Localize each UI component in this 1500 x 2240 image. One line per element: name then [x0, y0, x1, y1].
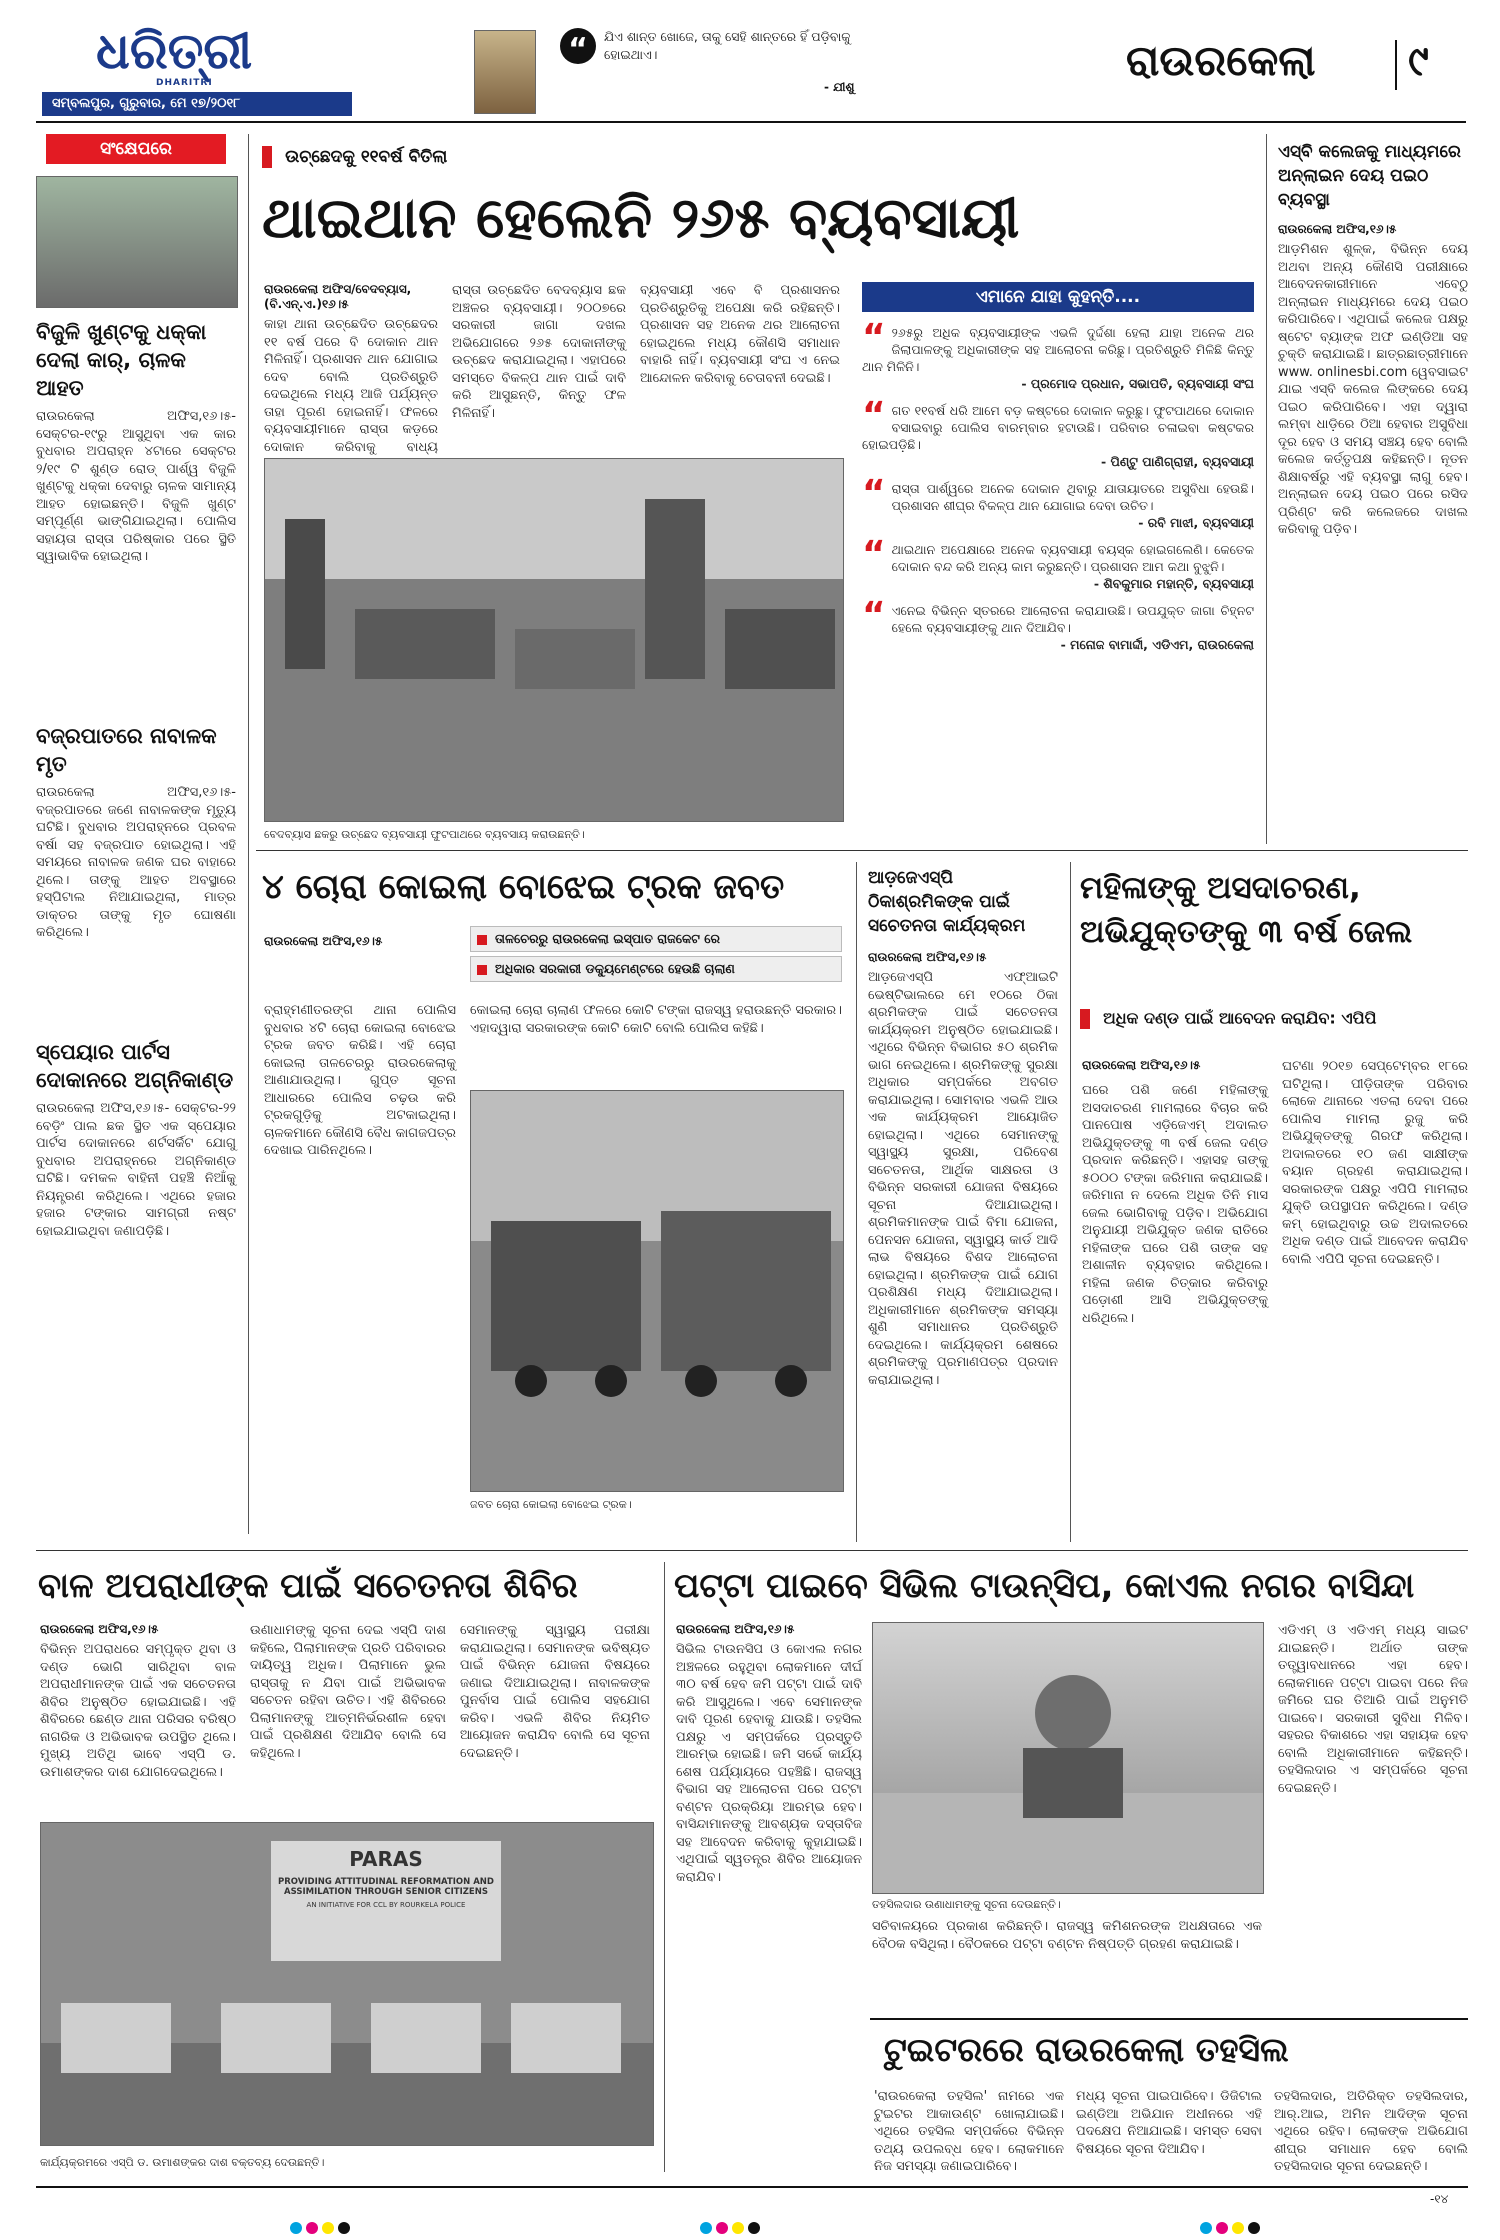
- lead-kicker: ଉଚ୍ଛେଦକୁ ୧୧ବର୍ଷ ବିତିଲା: [285, 147, 448, 167]
- juvenile-col-2: ଉଣାଧାମଙ୍କୁ ସୂଚନା ଦେଇ ଏସ୍‌ପି ଦାଶ କହିଲେ, ପିଲାମାନଙ୍କ ପ୍ରତି ପରିବାରର ଦାୟିତ୍ୱ ଅଧିକ। ପିଲାମାନେ ଭୁଲ ରାସ୍ତାକୁ ନ ଯିବା ପାଇଁ ଅଭିଭାବକ ସଚେତନ ରହିବା ଉଚିତ। ଏହି ଶିବିରରେ ପିଲାମାନଙ୍କୁ ଆତ୍ମନିର୍ଭରଶୀଳ ହେବା ପାଇଁ ପ୍ରଶିକ୍ଷଣ ଦିଆଯିବ ବୋଲି ସେ କହିଥିଲେ।: [250, 1623, 451, 1761]
- wheel: [775, 1365, 807, 1397]
- bullet-marker: [477, 965, 487, 975]
- paras-banner-title: PARAS: [349, 1847, 423, 1871]
- coal-bullet-2: [470, 956, 842, 982]
- lead-photo-caption: ବେଦବ୍ୟାସ ଛକରୁ ଉଚ୍ଛେଦ ବ୍ୟବସାୟୀ ଫୁଟପାଥରେ ବ୍ୟବସାୟ କରାଉଛନ୍ତି।: [264, 828, 585, 841]
- awareness-headline: ଆଡ଼ଜେଏସ୍‌ପି ଠିକାଶ୍ରମିକଙ୍କ ପାଇଁ ସଚେତନତା କାର୍ଯ୍ୟକ୍ରମ: [868, 868, 1026, 936]
- quote-3-icon: “: [862, 473, 886, 514]
- masthead-divider: [1395, 40, 1397, 90]
- footer-rule: [36, 2186, 1468, 2188]
- juvenile-byline: ରାଉରକେଲା ଅଫିସ,୧୬।୫: [40, 1622, 159, 1636]
- court-col-2: ଘଟଣା ୨୦୧୭ ସେପ୍ଟେମ୍ବର ୧୮ରେ ଘଟିଥିଲା। ପୀଡ଼ିତାଙ୍କ ପରିବାର ଲୋକେ ଥାନାରେ ଏତଲା ଦେବା ପରେ ପୋଲିସ ମାମଲା ରୁଜୁ କରି ଅଭିଯୁକ୍ତଙ୍କୁ ଗିରଫ କରିଥିଲା। ଅଦାଲତରେ ୧୦ ଜଣ ସାକ୍ଷୀଙ୍କ ବୟାନ ଗ୍ରହଣ କରାଯାଇଥିଲା। ସରକାରଙ୍କ ପକ୍ଷରୁ ଏପିପି ମାମଲାର ଯୁକ୍ତି ଉପସ୍ଥାପନ କରିଥିଲେ। ଦଣ୍ଡ କମ୍ ହୋଇଥିବାରୁ ଉଚ୍ଚ ଅଦାଲତରେ ଅଧିକ ଦଣ୍ଡ ପାଇଁ ଆବେଦନ କରାଯିବ ବୋଲି ଏପିପି ସୂଚନା ଦେଇଛନ୍ତି।: [1282, 1059, 1473, 1267]
- subhead-marker: [1080, 1009, 1090, 1029]
- brief-2-body: ରାଉରକେଲା ଅଫିସ,୧୬।୫- ବଜ୍ରପାତରେ ଜଣେ ନାବାଳକଙ୍କ ମୃତ୍ୟୁ ଘଟିଛି। ବୁଧବାର ଅପରାହ୍ନରେ ପ୍ରବଳ ବର୍ଷା ସହ ବଜ୍ରପାତ ହୋଇଥିଲା। ଏହି ସମୟରେ ନାବାଳକ ଜଣକ ଘର ବାହାରେ ଥିଲେ। ତାଙ୍କୁ ଆହତ ଅବସ୍ଥାରେ ହସ୍ପିଟାଲ ନିଆଯାଇଥିଲା, ମାତ୍ର ଡାକ୍ତର ତାଙ୍କୁ ମୃତ ଘୋଷଣା କରିଥିଲେ।: [36, 785, 241, 940]
- quote-1-sig: - ପ୍ରମୋଦ ପ୍ରଧାନ, ସଭାପତି, ବ୍ୟବସାୟୀ ସଂଘ: [1021, 376, 1254, 391]
- brief-3-body: ରାଉରକେଲା ଅଫିସ,୧୬।୫- ସେକ୍ଟର-୨୨ ବେଡ଼ିଂ ପାଲ ଛକ ସ୍ଥିତ ଏକ ସ୍ପେୟାର ପାର୍ଟସ ଦୋକାନରେ ଶର୍ଟସର୍କିଟ ଯୋଗୁ ବୁଧବାର ଅପରାହ୍ନରେ ଅଗ୍ନିକାଣ୍ଡ ଘଟିଛି। ଦମକଳ ବାହିନୀ ପହଞ୍ଚି ନିଆଁକୁ ନିୟନ୍ତ୍ରଣ କରିଥିଲେ। ଏଥିରେ ହଜାର ହଜାର ଟଙ୍କାର ସାମଗ୍ରୀ ନଷ୍ଟ ହୋଇଯାଇଥିବା ଜଣାପଡ଼ିଛି।: [36, 1101, 241, 1239]
- black-dot: [338, 2222, 350, 2234]
- trucks-scene: [471, 1091, 843, 1491]
- online-byline: ରାଉରକେଲା ଅଫିସ,୧୬।୫: [1278, 222, 1397, 236]
- quote-2-icon: “: [862, 395, 886, 436]
- brief-column: [36, 134, 241, 1544]
- color-registration-1: [290, 2222, 350, 2234]
- online-headline: ଏସ୍‌ବି କଲେଜକୁ ମାଧ୍ୟମରେ ଅନ୍‌ଲାଇନ ଦେୟ ପଇଠ ବ୍ୟବସ୍ଥା: [1278, 142, 1461, 210]
- audience-scene: [41, 1823, 653, 2145]
- color-registration-3: [1200, 2222, 1260, 2234]
- quote-3-sig: - ରବି ମାଝୀ, ବ୍ୟବସାୟୀ: [1138, 515, 1254, 530]
- cyan-dot: [290, 2222, 302, 2234]
- quote-5: [862, 595, 1254, 653]
- quote-4-icon: “: [862, 534, 886, 575]
- coal-headline: ୪ ଚୋରା କୋଇଲା ବୋଝେଇ ଟ୍ରକ ଜବତ: [262, 867, 785, 907]
- brief-2-title: ବଜ୍ରପାତରେ ନାବାଳକ ମୃତ: [36, 724, 217, 776]
- lead-kicker-row: [262, 146, 862, 170]
- coal-bullet-2-text: ଅଧିକାର ସରକାରୀ ଡକ୍ୟୁମେଣ୍ଟରେ ହେଉଛି ଚାଲାଣ: [495, 961, 735, 976]
- coal-photo-caption: ଜବତ ଚୋରା କୋଇଲା ବୋଝେଇ ଟ୍ରକ।: [470, 1498, 632, 1511]
- brief-3-title: ସ୍ପେୟାର ପାର୍ଟସ ଦୋକାନରେ ଅଗ୍ନିକାଣ୍ଡ: [36, 1040, 234, 1092]
- yellow-dot: [732, 2222, 744, 2234]
- quote-5-text: ଏନେଇ ବିଭିନ୍ନ ସ୍ତରରେ ଆଲୋଚନା କରାଯାଉଛି। ଉପଯୁକ୍ତ ଜାଗା ଚିହ୍ନଟ ହେଲେ ବ୍ୟବସାୟୀଙ୍କୁ ଥାନ ଦିଆଯିବ।: [891, 603, 1254, 635]
- magenta-dot: [716, 2222, 728, 2234]
- edition-date: ସମ୍ବଲପୁର, ଗୁରୁବାର, ମେ ୧୭/୨୦୧୮: [52, 96, 241, 111]
- online-body: ଆଡ଼ମିଶନ ଶୁଳ୍କ, ବିଭିନ୍ନ ଦେୟ ଅଥବା ଅନ୍ୟ କୌଣସି ପରୀକ୍ଷାରେ ଆବେଦନକାରୀମାନେ ଏବେଠୁ ଅନ୍‌ଲାଇନ ମାଧ୍ୟମରେ ଦେୟ ପଇଠ କରିପାରିବେ। ଏଥିପାଇଁ କଲେଜ ପକ୍ଷରୁ ଷ୍ଟେଟ ବ୍ୟାଙ୍କ ଅଫ ଇଣ୍ଡିଆ ସହ ଚୁକ୍ତି କରାଯାଇଛି। ଛାତ୍ରଛାତ୍ରୀମାନେ www. onlinesbi.com ୱେବସାଇଟ ଯାଇ ଏସ୍‌ବି କଲେଜ ଲିଙ୍କରେ ଦେୟ ପଇଠ କରିପାରିବେ। ଏହା ଦ୍ୱାରା ଲମ୍ବା ଧାଡ଼ିରେ ଠିଆ ହେବାର ଅସୁବିଧା ଦୂର ହେବ ଓ ସମୟ ସଞ୍ଚୟ ହେବ ବୋଲି କଲେଜ କର୍ତ୍ତୃପକ୍ଷ କହିଛନ୍ତି। ନୂତନ ଶିକ୍ଷାବର୍ଷରୁ ଏହି ବ୍ୟବସ୍ଥା ଲାଗୁ ହେବ। ଅନ୍‌ଲାଇନ ଦେୟ ପଇଠ ପରେ ରସିଦ ପ୍ରିଣ୍ଟ କରି କଲେଜରେ ଦାଖଲ କରିବାକୁ ପଡ଼ିବ।: [1278, 242, 1473, 537]
- coal-bullet-1: [470, 926, 842, 952]
- juvenile-col-3: ସେମାନଙ୍କୁ ସ୍ୱାସ୍ଥ୍ୟ ପରୀକ୍ଷା କରାଯାଇଥିଲା। ସେମାନଙ୍କ ଭବିଷ୍ୟତ ପାଇଁ ବିଭିନ୍ନ ଯୋଜନା ବିଷୟରେ ଜଣାଇ ଦିଆଯାଇଥିଲା। ନାବାଳକଙ୍କ ପୁନର୍ବାସ ପାଇଁ ପୋଲିସ ସହଯୋଗ କରିବ। ଏଭଳି ଶିବିର ନିୟମିତ ଆୟୋଜନ କରାଯିବ ବୋଲି ସେ ସୂଚନା ଦେଇଛନ୍ତି।: [460, 1623, 655, 1761]
- table: [511, 2003, 621, 2073]
- quotes-box: [862, 282, 1254, 842]
- coal-col-1: ବ୍ରାହ୍ମଣୀତରଙ୍ଗ ଥାନା ପୋଲିସ ବୁଧବାର ୪ଟି ଚୋରା କୋଇଲା ବୋଝେଇ ଟ୍ରକ ଜବତ କରିଛି। ଏହି ଚୋରା କୋଇଲା ତାଳଚେରରୁ ରାଉରକେଲାକୁ ଆଣାଯାଉଥିଲା। ଗୁପ୍ତ ସୂଚନା ଆଧାରରେ ପୋଲିସ ଚଢ଼ଉ କରି ଟ୍ରକଗୁଡ଼ିକୁ ଅଟକାଇଥିଲା। ଚାଳକମାନେ କୌଣସି ବୈଧ କାଗଜପତ୍ର ଦେଖାଇ ପାରିନଥିଲେ।: [264, 1003, 461, 1158]
- logo-text: ଧରିତ୍ରୀ: [96, 22, 253, 80]
- coal-bullet-1-text: ତାଳଚେରରୁ ରାଉରକେଲା ଇସ୍ପାତ ରାଜକେଟ ରେ: [495, 931, 721, 946]
- brief-1-title: ବିଜୁଳି ଖୁଣ୍ଟକୁ ଧକ୍କା ଦେଲା କାର୍, ଚାଳକ ଆହତ: [36, 320, 207, 400]
- awareness-body: ଆଡ଼ଜେଏସ୍‌ପି ଏଫ୍‌ଆଇଟି ଭେଷ୍ଟିଭାଲରେ ମେ ୧୦ରେ ଠିକା ଶ୍ରମିକଙ୍କ ପାଇଁ ସଚେତନତା କାର୍ଯ୍ୟକ୍ରମ ଅନୁଷ୍ଠିତ ହୋଇଯାଇଛି। ଏଥିରେ ବିଭିନ୍ନ ବିଭାଗର ୫୦ ଶ୍ରମିକ ଭାଗ ନେଇଥିଲେ। ଶ୍ରମିକଙ୍କୁ ସୁରକ୍ଷା ଅଧିକାର ସମ୍ପର୍କରେ ଅବଗତ କରାଯାଇଥିଲା। ସୋମବାର ଏଭଳି ଆଉ ଏକ କାର୍ଯ୍ୟକ୍ରମ ଆୟୋଜିତ ହୋଇଥିଲା। ଏଥିରେ ସେମାନଙ୍କୁ ସ୍ୱାସ୍ଥ୍ୟ ସୁରକ୍ଷା, ପରିବେଶ ସଚେତନତା, ଆର୍ଥିକ ସାକ୍ଷରତା ଓ ବିଭିନ୍ନ ସରକାରୀ ଯୋଜନା ବିଷୟରେ ସୂଚନା ଦିଆଯାଇଥିଲା। ଶ୍ରମିକମାନଙ୍କ ପାଇଁ ବିମା ଯୋଜନା, ପେନସନ ଯୋଜନା, ସ୍ୱାସ୍ଥ୍ୟ କାର୍ଡ ଆଦି ଲାଭ ବିଷୟରେ ବିଶଦ ଆଲୋଚନା ହୋଇଥିଲା। ଶ୍ରମିକଙ୍କ ପାଇଁ ଯୋଗ ପ୍ରଶିକ୍ଷଣ ମଧ୍ୟ ଦିଆଯାଇଥିଲା। ଅଧିକାରୀମାନେ ଶ୍ରମିକଙ୍କ ସମସ୍ୟା ଶୁଣି ସମାଧାନର ପ୍ରତିଶ୍ରୁତି ଦେଇଥିଲେ। କାର୍ଯ୍ୟକ୍ରମ ଶେଷରେ ଶ୍ରମିକଙ୍କୁ ପ୍ରମାଣପତ୍ର ପ୍ରଦାନ କରାଯାଇଥିଲା।: [868, 970, 1063, 1388]
- township-photo-lead: ସଚିବାଳୟରେ ପ୍ରକାଶ କରିଛନ୍ତି। ରାଜସ୍ୱ କମିଶନରଙ୍କ ଅଧକ୍ଷତାରେ ଏକ ବୈଠକ ବସିଥିଲା। ବୈଠକରେ ପଟ୍ଟା ବଣ୍ଟନ ନିଷ୍ପତ୍ତି ଗ୍ରହଣ କରାଯାଇଛି।: [872, 1919, 1267, 1952]
- quote-1-text: ୨୬୫ରୁ ଅଧିକ ବ୍ୟବସାୟୀଙ୍କ ଏଭଳି ଦୁର୍ଦ୍ଦଶା ହେଲା ଯାହା ଅନେକ ଥର ଜିଲାପାଳଙ୍କୁ ଅଧିକାରୀଙ୍କ ସହ ଆଲୋଚନା କରିଛୁ। ପ୍ରତିଶ୍ରୁତି ମିଳିଛି କିନ୍ତୁ ଥାନ ମିଳିନି।: [862, 325, 1254, 374]
- stall: [355, 609, 495, 679]
- magenta-dot: [1216, 2222, 1228, 2234]
- coal-photo-lead: କୋଇଲା ଚୋରା ଚାଲାଣ ଫଳରେ କୋଟି ଟଙ୍କା ରାଜସ୍ୱ ହରାଉଛନ୍ତି ସରକାର। ଏହାଦ୍ୱାରା ସରକାରଙ୍କ କୋଟି କୋଟି ବୋଲି ପୋଲିସ କହିଛି।: [470, 1003, 847, 1036]
- township-col-1: [676, 1622, 867, 2171]
- right-column-divider: [1266, 134, 1267, 844]
- township-col-3: ଏଡିଏମ୍ ଓ ଏଡିଏମ୍ ମଧ୍ୟ ସାଇଟ ଯାଇଛନ୍ତି। ଅର୍ଥାତ ତାଙ୍କ ତତ୍ତ୍ୱାବଧାନରେ ଏହା ହେବ। ଲୋକମାନେ ପଟ୍ଟା ପାଇବା ପରେ ନିଜ ଜମିରେ ଘର ତିଆରି ପାଇଁ ଅନୁମତି ପାଇବେ। ସରକାରୀ ସୁବିଧା ମିଳିବ। ସହରର ବିକାଶରେ ଏହା ସହାୟକ ହେବ ବୋଲି ଅଧିକାରୀମାନେ କହିଛନ୍ତି। ତହସିଲଦାର ଏ ସମ୍ପର୍କରେ ସୂଚନା ଦେଇଛନ୍ତି।: [1278, 1623, 1473, 1796]
- section-rule-1: [256, 850, 1468, 851]
- coal-byline: ରାଉରକେଲା ଅଫିସ,୧୬।୫: [264, 934, 383, 948]
- juvenile-photo: [40, 1822, 654, 2146]
- office-scene: [873, 1623, 1263, 1893]
- sky: [265, 459, 843, 579]
- township-byline: ରାଉରକେଲା ଅଫିସ,୧୬।୫: [676, 1622, 795, 1636]
- quote-3: [862, 473, 1254, 531]
- juvenile-col-1-text: ବିଭିନ୍ନ ଅପରାଧରେ ସମ୍ପୃକ୍ତ ଥିବା ଓ ଦଣ୍ଡ ଭୋଗି ସାରିଥିବା ବାଳ ଅପରାଧୀମାନଙ୍କ ପାଇଁ ଏକ ସଚେତନତା ଶିବିର ଅନୁଷ୍ଠିତ ହୋଇଯାଇଛି। ଏହି ଶିବିରରେ ଛେଣ୍ଡ ଥାନା ପରିସର ବରିଷ୍ଠ ନାଗରିକ ଓ ଅଭିଭାବକ ଉପସ୍ଥିତ ଥିଲେ। ମୁଖ୍ୟ ଅତିଥି ଭାବେ ଏସ୍‌ପି ଡ. ଉମାଶଙ୍କର ଦାଶ ଯୋଗଦେଇଥିଲେ।: [40, 1642, 241, 1780]
- awareness-divider: [1070, 862, 1071, 1542]
- quote-4-sig: - ଶିବକୁମାର ମହାନ୍ତି, ବ୍ୟବସାୟୀ: [1093, 576, 1254, 591]
- online-fee-story: [1278, 140, 1473, 840]
- yellow-dot: [1232, 2222, 1244, 2234]
- awareness-story: [868, 866, 1063, 1542]
- quote-2: [862, 395, 1254, 470]
- twitter-col-2: ମଧ୍ୟ ସୂଚନା ପାଇପାରିବେ। ଡିଜିଟାଲ ଇଣ୍ଡିଆ ଅଭିଯାନ ଅଧୀନରେ ଏହି ପଦକ୍ଷେପ ନିଆଯାଇଛି। ସମସ୍ତ ସେବା ବିଷୟରେ ସୂଚନା ଦିଆଯିବ।: [1076, 2089, 1267, 2157]
- brief-divider: [248, 134, 249, 1534]
- coal-bullets: [470, 926, 842, 982]
- brief-label: ସଂକ୍ଷେପରେ: [46, 134, 226, 164]
- awareness-byline: ରାଉରକେଲା ଅଫିସ,୧୬।୫: [868, 950, 987, 964]
- tree: [285, 519, 325, 669]
- twitter-col-1: 'ରାଉରକେଲା ତହସିଲ' ନାମରେ ଏକ ଟୁଇଟର ଆକାଉଣ୍ଟ ଖୋଲାଯାଇଛି। ଏଥିରେ ତହସିଲ ସମ୍ପର୍କରେ ବିଭିନ୍ନ ତଥ୍ୟ ଉପଲବ୍ଧ ହେବ। ଲୋକମାନେ ନିଜ ସମସ୍ୟା ଜଣାଇପାରିବେ।: [874, 2089, 1069, 2174]
- person-head: [1035, 1675, 1111, 1751]
- court-col-1: ଘରେ ପଶି ଜଣେ ମହିଳାଙ୍କୁ ଅସଦାଚରଣ ମାମଲାରେ ବିଚାର କରି ପାନପୋଷ ଏଡ଼ିଜେଏମ୍ ଅଦାଲତ ଅଭିଯୁକ୍ତଙ୍କୁ ୩ ବର୍ଷ ଜେଲ ଦଣ୍ଡ ପ୍ରଦାନ କରିଛନ୍ତି। ଏହାସହ ତାଙ୍କୁ ୫୦୦୦ ଟଙ୍କା ଜରିମାନା କରାଯାଇଛି। ଜରିମାନା ନ ଦେଲେ ଅଧିକ ତିନି ମାସ ଜେଲ ଭୋଗିବାକୁ ପଡ଼ିବ। ଅଭିଯୋଗ ଅନୁଯାୟୀ ଅଭିଯୁକ୍ତ ଜଣକ ରାତିରେ ମହିଳାଙ୍କ ଘରେ ପଶି ତାଙ୍କ ସହ ଅଶାଳୀନ ବ୍ୟବହାର କରିଥିଲେ। ମହିଳା ଜଣକ ଚିତ୍କାର କରିବାରୁ ପଡ଼ୋଶୀ ଆସି ଅଭିଯୁକ୍ତଙ୍କୁ ଧରିଥିଲେ।: [1082, 1083, 1273, 1326]
- quote-4: [862, 534, 1254, 592]
- logo-latin: DHARITRI: [156, 78, 213, 88]
- paras-banner-line-3: AN INITIATIVE FOR CCL BY ROURKELA POLICE: [306, 1901, 466, 1909]
- quote-2-sig: - ପିଣ୍ଟୁ ପାଣିଗ୍ରାହୀ, ବ୍ୟବସାୟୀ: [1100, 454, 1254, 469]
- lead-headline: ଥାଇଥାନ ହେଲେନି ୨୬୫ ବ୍ୟବସାୟୀ: [262, 186, 1020, 251]
- paras-banner-line-1: PROVIDING ATTITUDINAL REFORMATION AND: [278, 1877, 494, 1887]
- brief-1-body: ରାଉରକେଲା ଅଫିସ,୧୬।୫- ସେକ୍ଟର-୧୯ରୁ ଆସୁଥିବା ଏକ କାର ବୁଧବାର ଅପରାହ୍ନ ୪ଟାରେ ସେକ୍ଟର ୨/୧୯ ଟି ଶୁଣ୍ଡ ରୋଡ୍ ପାର୍ଶ୍ୱ ବିଜୁଳି ଖୁଣ୍ଟକୁ ଧକ୍କା ଦେବାରୁ ଚାଳକ ସାମାନ୍ୟ ଆହତ ହୋଇଛନ୍ତି। ବିଜୁଳି ଖୁଣ୍ଟ ସମ୍ପୂର୍ଣ୍ଣ ଭାଙ୍ଗିଯାଇଥିଲା। ପୋଲିସ ସହାୟତା ରାସ୍ତା ପରିଷ୍କାର ପରେ ସ୍ଥିତି ସ୍ୱାଭାବିକ ହୋଇଥିଲା।: [36, 409, 241, 564]
- tahasildar-photo-caption: ତହସିଲଦାର ଉଣାଧାମଙ୍କୁ ସୂଚନା ଦେଉଛନ୍ତି।: [872, 1898, 1061, 1911]
- quote-3-text: ରାସ୍ତା ପାର୍ଶ୍ୱରେ ଅନେକ ଦୋକାନ ଥିବାରୁ ଯାତାୟାତରେ ଅସୁବିଧା ହେଉଛି। ପ୍ରଶାସନ ଶୀଘ୍ର ବିକଳ୍ପ ଥାନ ଯୋଗାଇ ଦେବା ଉଚିତ।: [891, 481, 1254, 513]
- person-body: [1023, 1748, 1123, 1818]
- masthead-rule: [36, 121, 1466, 123]
- black-dot: [1248, 2222, 1260, 2234]
- table: [61, 2003, 171, 2073]
- twitter-box: [870, 2018, 1473, 2184]
- juvenile-divider: [664, 1562, 665, 2172]
- kicker-marker: [262, 146, 272, 168]
- court-subhead: ଅଧିକ ଦଣ୍ଡ ପାଇଁ ଆବେଦନ କରାଯିବ: ଏପିପି: [1103, 1008, 1377, 1028]
- cyan-dot: [700, 2222, 712, 2234]
- yellow-dot: [322, 2222, 334, 2234]
- page-folio: -୧୪: [1430, 2192, 1449, 2206]
- edition-bar: [42, 92, 352, 116]
- market-scene: [265, 459, 843, 821]
- quote-icon: “: [560, 28, 596, 64]
- tree: [645, 499, 705, 679]
- tahasildar-photo: [872, 1622, 1264, 1894]
- township-col-1-text: ସିଭିଲ ଟାଉନସିପ ଓ କୋଏଲ ନଗର ଅଞ୍ଚଳରେ ରହୁଥିବା ଲୋକମାନେ ଦୀର୍ଘ ୩୦ ବର୍ଷ ହେବ ଜମି ପଟ୍ଟା ପାଇଁ ଦାବି କରି ଆସୁଥିଲେ। ଏବେ ସେମାନଙ୍କ ଦାବି ପୂରଣ ହେବାକୁ ଯାଉଛି। ତହସିଲ ପକ୍ଷରୁ ଏ ସମ୍ପର୍କରେ ପ୍ରସ୍ତୁତି ଆରମ୍ଭ ହୋଇଛି। ଜମି ସର୍ଭେ କାର୍ଯ୍ୟ ଶେଷ ପର୍ଯ୍ୟାୟରେ ପହଞ୍ଚିଛି। ରାଜସ୍ୱ ବିଭାଗ ସହ ଆଲୋଚନା ପରେ ପଟ୍ଟା ବଣ୍ଟନ ପ୍ରକ୍ରିୟା ଆରମ୍ଭ ହେବ। ବାସିନ୍ଦାମାନଙ୍କୁ ଆବଶ୍ୟକ ଦସ୍ତାବିଜ ସହ ଆବେଦନ କରିବାକୁ କୁହାଯାଇଛି। ଏଥିପାଇଁ ସ୍ୱତନ୍ତ୍ର ଶିବିର ଆୟୋଜନ କରାଯିବ।: [676, 1642, 867, 1885]
- masthead: [0, 0, 1500, 122]
- lead-col-1-text: କାହା ଥାନା ଉଚ୍ଛେଦିତ ଉଚ୍ଛେଦର ୧୧ ବର୍ଷ ପରେ ବି ଦୋକାନ ଥାନ ମିଳିନାହିଁ। ପ୍ରଶାସନ ଥାନ ଯୋଗାଇ ଦେବ ବୋଲି ପ୍ରତିଶ୍ରୁତି ଦେଇଥିଲେ ମଧ୍ୟ ଆଜି ପର୍ଯ୍ୟନ୍ତ ତାହା ପୂରଣ ହୋଇନାହିଁ। ଫଳରେ ବ୍ୟବସାୟୀମାନେ ରାସ୍ତା କଡ଼ରେ ଦୋକାନ କରିବାକୁ ବାଧ୍ୟ: [264, 317, 438, 455]
- lead-photo: [264, 458, 844, 822]
- table: [371, 2003, 481, 2073]
- table: [221, 2003, 331, 2073]
- logo: [96, 24, 286, 90]
- cyan-dot: [1200, 2222, 1212, 2234]
- truck-2: [661, 1211, 831, 1371]
- section-rule-2: [36, 1550, 1468, 1551]
- court-subhead-row: [1080, 1008, 1472, 1029]
- court-byline: ରାଉରକେଲା ଅଫିସ,୧୬।୫: [1082, 1058, 1201, 1072]
- court-headline: ମହିଳାଙ୍କୁ ଅସଦାଚରଣ, ଅଭିଯୁକ୍ତଙ୍କୁ ୩ ବର୍ଷ ଜେଲ: [1080, 870, 1413, 950]
- lead-col-1: [264, 282, 438, 455]
- coal-divider: [856, 862, 857, 1542]
- masthead-quote: ଯିଏ ଶାନ୍ତ ଖୋଜେ, ତାକୁ ସେହି ଶାନ୍ତରେ ହିଁ ପଡ଼ିବାକୁ ହୋଇଥାଏ।: [604, 29, 851, 62]
- stall: [515, 629, 635, 689]
- quote-1-icon: “: [862, 317, 886, 358]
- lead-byline: ରାଉରକେଲା ଅଫିସ/ବେଦବ୍ୟାସ, (ବି.ଏନ୍.ଏ.)୧୬।୫: [264, 282, 412, 311]
- wheel: [685, 1365, 717, 1397]
- section-name: ରାଉରକେଲା: [1126, 36, 1316, 85]
- juvenile-headline: ବାଳ ଅପରାଧୀଙ୍କ ପାଇଁ ସଚେତନତା ଶିବିର: [38, 1566, 578, 1606]
- wheel: [595, 1365, 627, 1397]
- quote-4-text: ଥାଇଥାନ ଅପେକ୍ଷାରେ ଅନେକ ବ୍ୟବସାୟୀ ବୟସ୍କ ହୋଇଗଲେଣି। କେତେକ ଦୋକାନ ବନ୍ଦ କରି ଅନ୍ୟ କାମ କରୁଛନ୍ତି। ପ୍ରଶାସନ ଆମ କଥା ବୁଝୁନି।: [891, 542, 1254, 574]
- twitter-headline: ଟୁଇଟରରେ ରାଉରକେଲା ତହସିଲ: [884, 2030, 1289, 2069]
- juvenile-photo-caption: କାର୍ଯ୍ୟକ୍ରମରେ ଏସ୍‌ପି ଡ. ଉମାଶଙ୍କର ଦାଶ ବକ୍ତବ୍ୟ ଦେଉଛନ୍ତି।: [40, 2156, 325, 2169]
- quote-1: [862, 317, 1254, 392]
- stall: [725, 609, 835, 689]
- truck-1: [491, 1221, 641, 1371]
- lead-col-3: ବ୍ୟବସାୟୀ ଏବେ ବି ପ୍ରଶାସନର ପ୍ରତିଶ୍ରୁତିକୁ ଅପେକ୍ଷା କରି ରହିଛନ୍ତି। ପ୍ରଶାସନ ସହ ଅନେକ ଥର ଆଲୋଚନା ହୋଇଥିଲେ ମଧ୍ୟ କୌଣସି ସମାଧାନ ବାହାରି ନାହିଁ। ବ୍ୟବସାୟୀ ସଂଘ ଏ ନେଇ ଆନ୍ଦୋଳନ କରିବାକୁ ଚେତାବନୀ ଦେଇଛି।: [640, 283, 845, 386]
- paras-banner-line-2: ASSIMILATION THROUGH SENIOR CITIZENS: [284, 1887, 488, 1897]
- wheel: [515, 1365, 547, 1397]
- quote-2-text: ଗତ ୧୧ବର୍ଷ ଧରି ଆମେ ବଡ଼ କଷ୍ଟରେ ଦୋକାନ କରୁଛୁ। ଫୁଟପାଥରେ ଦୋକାନ ବସାଇବାରୁ ପୋଲିସ ବାରମ୍ବାର ହଟାଉଛି। ପରିବାର ଚଳାଇବା କଷ୍ଟକର ହୋଇପଡ଼ିଛି।: [862, 403, 1254, 452]
- jesus-image: [474, 30, 536, 114]
- coal-trucks-photo: [470, 1090, 844, 1492]
- twitter-col-3: ତହସିଲଦାର, ଅତିରିକ୍ତ ତହସିଲଦାର, ଆର୍.ଆଇ, ଅମିନ ଆଦିଙ୍କ ସୂଚନା ଏଥିରେ ରହିବ। ଲୋକଙ୍କ ଅଭିଯୋଗ ଶୀଘ୍ର ସମାଧାନ ହେବ ବୋଲି ତହସିଲଦାର ସୂଚନା ଦେଇଛନ୍ତି।: [1274, 2089, 1473, 2174]
- masthead-quote-author: - ଯୀଶୁ: [824, 80, 855, 94]
- lead-col-2: ରାସ୍ତା ଉଚ୍ଛେଦିତ ବେଦବ୍ୟାସ ଛକ ଅଞ୍ଚଳର ବ୍ୟବସାୟୀ। ୨୦୦୭ରେ ସରକାରୀ ଜାଗା ଦଖଲ ଅଭିଯୋଗରେ ୨୬୫ ଦୋକାନୀଙ୍କୁ ଉଚ୍ଛେଦ କରାଯାଇଥିଲା। ଏହାପରେ ସମସ୍ତେ ବିକଳ୍ପ ଥାନ ପାଇଁ ଦାବି କରି ଆସୁଛନ୍ତି, କିନ୍ତୁ ଫଳ ମିଳିନାହିଁ।: [452, 283, 631, 421]
- magenta-dot: [306, 2222, 318, 2234]
- quote-5-sig: - ମନୋଜ ବାମାର୍ଦ୍ଦୀ, ଏଡିଏମ, ରାଉରକେଲା: [1060, 637, 1254, 652]
- car-crash-photo: [36, 176, 238, 308]
- quotes-box-title: ଏମାନେ ଯାହା କୁହନ୍ତି....: [862, 282, 1254, 312]
- township-headline: ପଟ୍ଟା ପାଇବେ ସିଭିଲ ଟାଉନ୍‌ସିପ, କୋଏଲ ନଗର ବାସିନ୍ଦା: [674, 1566, 1415, 1606]
- quote-5-icon: “: [862, 595, 886, 636]
- page-number: ୯: [1408, 36, 1429, 85]
- bullet-marker: [477, 935, 487, 945]
- black-dot: [748, 2222, 760, 2234]
- color-registration-2: [700, 2222, 760, 2234]
- juvenile-col-1: [40, 1622, 241, 1809]
